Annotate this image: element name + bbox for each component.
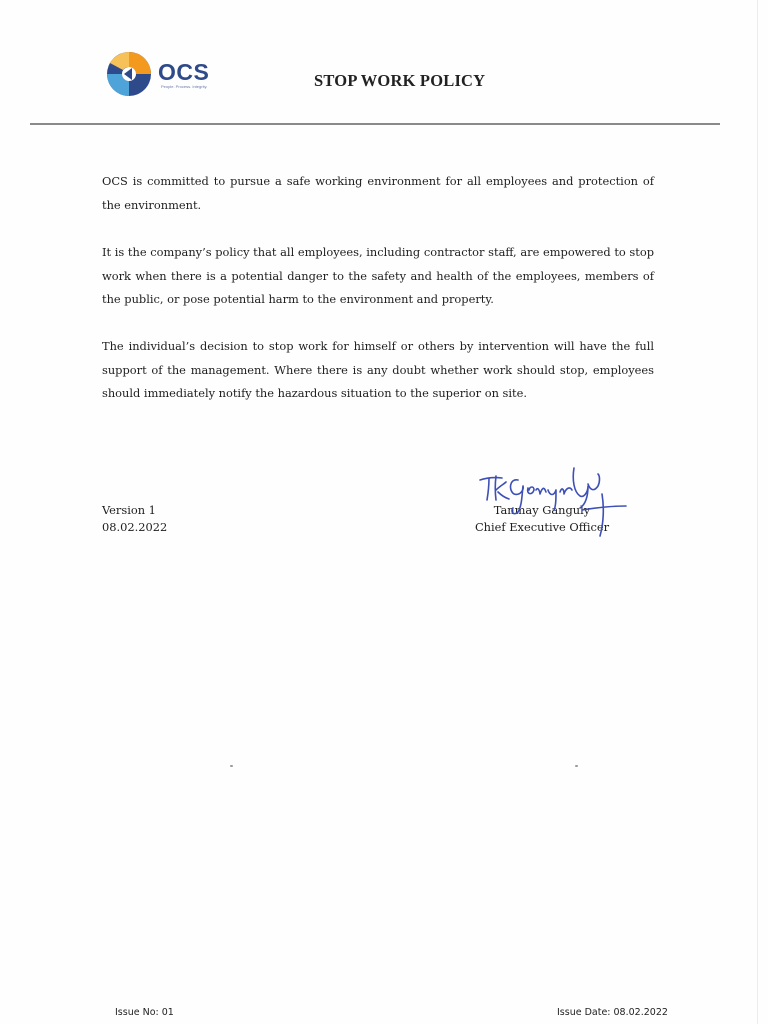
version-block (102, 502, 167, 536)
issue-date: Issue Date: 08.02.2022 (557, 1007, 668, 1018)
company-logo (106, 51, 226, 97)
header-divider (30, 123, 720, 125)
signatory-name: Tanmay Ganguly (493, 503, 591, 517)
ocs-logo-mark-icon (106, 51, 154, 97)
handwritten-signature-icon (476, 466, 636, 542)
logo-wordmark: OCS (158, 59, 210, 85)
policy-paragraph-1: OCS is committed to pursue a safe working environment for all employees and protection of the environment. (102, 174, 654, 212)
logo-tagline: People. Process. Integrity. (161, 84, 208, 89)
scan-edge (757, 0, 758, 1024)
signatory-role: Chief Executive Officer (474, 520, 610, 534)
policy-paragraph-3: The individual’s decision to stop work for himself or others by intervention will have the full support of the management. Where there is any doubt whether work should stop, employees should immediately notify the hazardous situation to the superior on site. (102, 339, 654, 400)
document-title: STOP WORK POLICY (314, 71, 486, 90)
scan-speck (230, 765, 233, 767)
issue-number: Issue No: 01 (115, 1007, 174, 1018)
version-label: Version 1 (102, 503, 156, 517)
policy-paragraph-2: It is the company’s policy that all employees, including contractor staff, are empowered to stop work when there is a potential danger to the safety and health of the employees, members of the public, or pose potential harm to the environment and property. (102, 245, 654, 306)
scan-speck (575, 765, 578, 767)
version-date: 08.02.2022 (102, 520, 168, 534)
